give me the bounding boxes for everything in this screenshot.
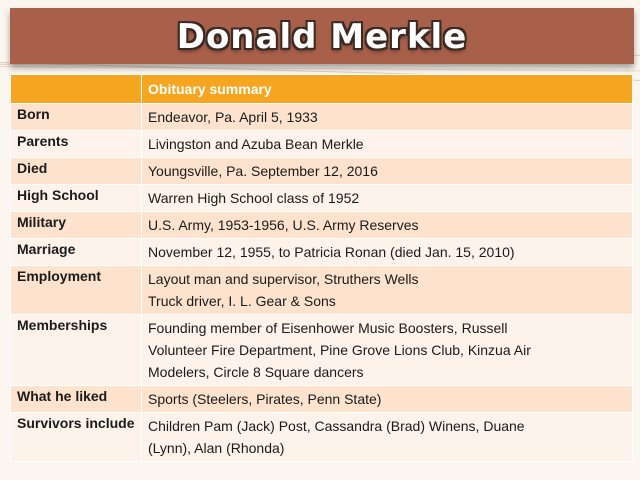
row-value	[142, 185, 633, 212]
row-value-line: (Lynn), Alan (Rhonda)	[148, 440, 285, 456]
row-value	[142, 239, 633, 266]
table-row	[11, 386, 633, 413]
row-label: What he liked	[11, 386, 142, 413]
slide-title: Donald Merkle	[176, 17, 468, 57]
row-value	[142, 386, 633, 413]
row-label: Marriage	[11, 239, 142, 266]
row-value-line: Layout man and supervisor, Struthers Wells	[148, 271, 419, 287]
row-label: High School	[11, 185, 142, 212]
table-row	[11, 158, 633, 185]
obituary-table	[10, 74, 633, 462]
row-value	[142, 212, 633, 239]
row-label: Employment	[11, 266, 142, 315]
table-row	[11, 239, 633, 266]
header-cell-blank	[11, 75, 142, 104]
row-value	[142, 131, 633, 158]
row-value-line: Truck driver, I. L. Gear & Sons	[148, 293, 336, 309]
row-value-line: Volunteer Fire Department, Pine Grove Lions Club, Kinzua Air	[148, 342, 531, 358]
row-label: Survivors include	[11, 413, 142, 462]
table-row	[11, 185, 633, 212]
table-row	[11, 212, 633, 239]
row-label: Born	[11, 104, 142, 131]
header-cell-summary: Obituary summary	[142, 75, 633, 104]
row-value-line: Endeavor, Pa. April 5, 1933	[148, 109, 318, 125]
row-value-line: November 12, 1955, to Patricia Ronan (died Jan. 15, 2010)	[148, 244, 515, 260]
table-row	[11, 266, 633, 315]
table-header-row	[11, 75, 633, 104]
table-row	[11, 104, 633, 131]
row-value-line: Youngsville, Pa. September 12, 2016	[148, 163, 378, 179]
row-value-line: Sports (Steelers, Pirates, Penn State)	[148, 391, 382, 407]
row-value	[142, 158, 633, 185]
row-value	[142, 104, 633, 131]
row-value-line: Livingston and Azuba Bean Merkle	[148, 136, 364, 152]
row-value	[142, 413, 633, 462]
row-label: Military	[11, 212, 142, 239]
row-value-line: U.S. Army, 1953-1956, U.S. Army Reserves	[148, 217, 419, 233]
row-value-line: Modelers, Circle 8 Square dancers	[148, 364, 364, 380]
table-row	[11, 413, 633, 462]
row-value-line: Founding member of Eisenhower Music Boosters, Russell	[148, 320, 508, 336]
row-label: Parents	[11, 131, 142, 158]
table-row	[11, 131, 633, 158]
row-value-line: Warren High School class of 1952	[148, 190, 360, 206]
table-row	[11, 315, 633, 386]
row-value	[142, 315, 633, 386]
table-body	[11, 104, 633, 462]
row-label: Died	[11, 158, 142, 185]
row-value	[142, 266, 633, 315]
row-value-line: Children Pam (Jack) Post, Cassandra (Brad) Winens, Duane	[148, 418, 525, 434]
row-label: Memberships	[11, 315, 142, 386]
title-banner	[10, 8, 634, 64]
